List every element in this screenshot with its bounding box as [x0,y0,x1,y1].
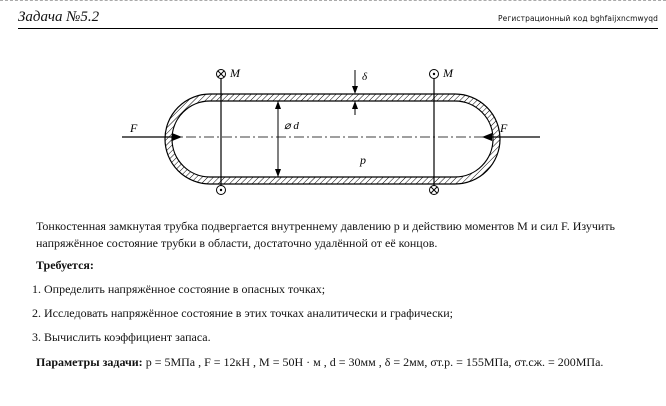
moment-cross-icon [430,186,439,195]
problem-statement: Тонкостенная замкнутая трубка подвергается внутреннему давлению p и действию моментов M и сил F. Изучить напряжённое состояние трубки в области, достаточно удалённой от её концов. [36,219,616,250]
label-M-right: M [443,66,453,80]
moment-dot-icon [217,186,226,195]
label-diameter: ⌀ d [284,120,299,132]
diameter-dimension [275,101,281,177]
label-F-left: F [130,121,138,135]
thickness-dimension [352,70,358,115]
required-heading: Требуется: [36,258,94,272]
label-pressure: p [360,153,366,167]
label-F-right: F [500,121,508,135]
tube-wall [165,94,500,184]
list-item: 2. Исследовать напряжённое состояние в этих точках аналитически и графически; [32,306,453,320]
task-parameters [18,354,650,371]
params-values: p = 5МПа , F = 12кН , M = 50Н · м , d = 30мм , δ = 2мм, σт.р. = 155МПа, σт.сж. = 200МПа. [145,355,604,369]
registration-code: Регистрационный код bghfaijxncmwyqd [498,14,658,23]
list-item: 3. Вычислить коэффициент запаса. [32,330,211,344]
problem-title: Задача №5.2 [18,9,100,25]
label-delta: δ [362,71,368,83]
moment-dot-icon [430,70,439,79]
moment-cross-icon [217,70,226,79]
label-M-left: M [230,66,240,80]
params-label: Параметры задачи: [36,355,143,369]
list-item: 1. Определить напряжённое состояние в опасных точках; [32,282,326,296]
force-arrow-right [482,133,540,141]
